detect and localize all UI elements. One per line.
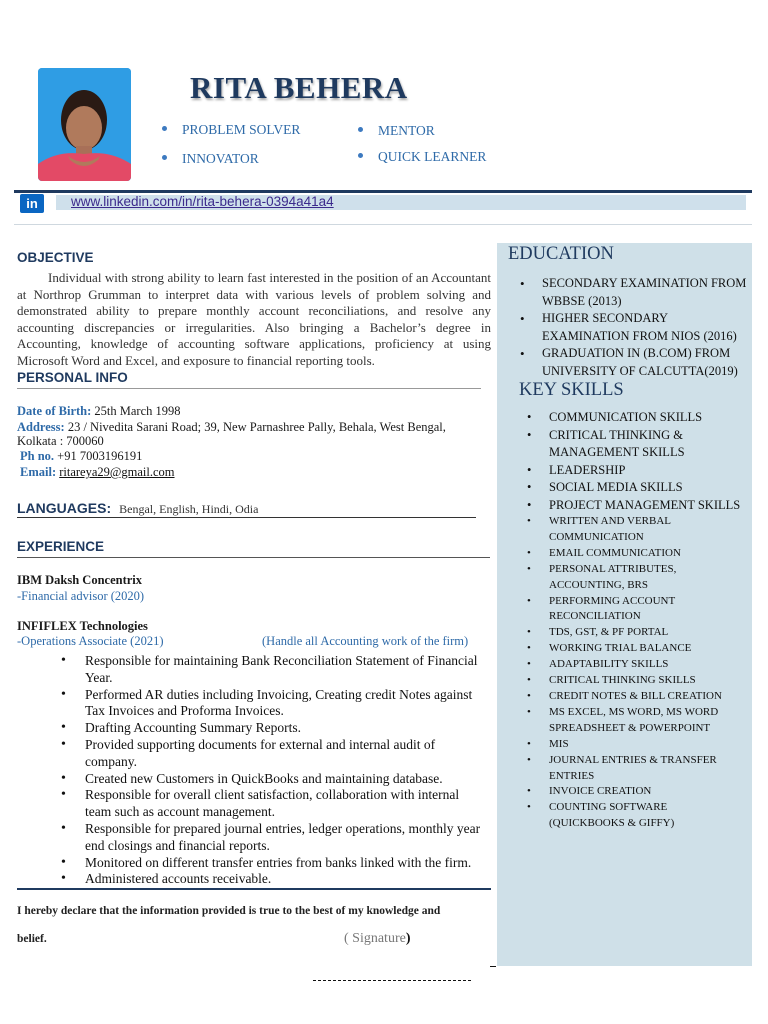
list-item: • Responsible for maintaining Bank Reconciliation Statement of Financial Year. [85,653,485,687]
list-item: • Administered accounts receivable. [85,871,485,888]
list-item: • GRADUATION IN (B.COM) FROM UNIVERSITY OF CALCUTTA(2019) [542,345,752,380]
phone-row [20,449,142,465]
job-role: -Financial advisor (2020) [17,589,145,603]
job-role: -Operations Associate (2021) [17,634,164,648]
linkedin-link[interactable]: www.linkedin.com/in/rita-behera-0394a41a4 [71,194,334,209]
phone-value: +91 7003196191 [57,449,143,463]
email-label: Email: [20,465,57,479]
list-item: • LEADERSHIP [549,462,744,480]
list-item: • Responsible for prepared journal entries, ledger operations, monthly year end closings and financial reports. [85,821,485,855]
trait-item: QUICK LEARNER [358,149,486,165]
bullet-icon [358,153,363,158]
list-item: • CRITICAL THINKING SKILLS [549,673,744,689]
list-item: • MIS [549,737,744,753]
job-company: INFIFLEX Technologies [17,619,148,633]
list-item: • Created new Customers in QuickBooks and maintaining database. [85,771,485,788]
list-item: • WORKING TRIAL BALANCE [549,641,744,657]
section-divider [14,224,752,225]
candidate-name: RITA BEHERA [190,70,408,105]
linkedin-icon[interactable]: in [20,194,44,213]
list-item: • TDS, GST, & PF PORTAL [549,625,744,641]
section-rule [17,388,481,389]
list-item: • Provided supporting documents for external and internal audit of company. [85,737,485,771]
list-item: • Monitored on different transfer entries from banks linked with the firm. [85,855,485,872]
list-item: • EMAIL COMMUNICATION [549,546,744,562]
section-rule [17,517,476,518]
dob-row [17,404,181,420]
list-item: • WRITTEN AND VERBAL COMMUNICATION [549,514,744,546]
trait-item: MENTOR [358,123,435,139]
header-divider [14,190,752,193]
list-item: • PERFORMING ACCOUNT RECONCILIATION [549,594,744,626]
bullet-icon [358,127,363,132]
profile-photo [38,68,131,181]
list-item: • INVOICE CREATION [549,784,744,800]
dob-value: 25th March 1998 [94,404,181,418]
languages-heading: LANGUAGES: [17,500,112,516]
profile-photo-image [38,68,131,181]
list-item: • SOCIAL MEDIA SKILLS [549,479,744,497]
address-value: 23 / Nivedita Sarani Road; 39, New Parnashree Pally, Behala, West Bengal, [67,420,446,434]
education-list [542,275,752,380]
objective-heading: OBJECTIVE [17,250,94,265]
bullet-icon [162,126,167,131]
list-item: • Performed AR duties including Invoicing, Creating credit Notes against Tax Invoices and Proforma Invoices. [85,687,485,721]
section-rule [17,888,491,890]
phone-label: Ph no. [20,449,55,463]
list-item: • CREDIT NOTES & BILL CREATION [549,689,744,705]
list-item: • PROJECT MANAGEMENT SKILLS [549,497,744,515]
list-item: • CRITICAL THINKING & MANAGEMENT SKILLS [549,427,744,462]
declaration-text-2: belief. [17,933,47,945]
trait-item: PROBLEM SOLVER [162,122,300,138]
list-item: • MS EXCEL, MS WORD, MS WORD SPREADSHEET & POWERPOINT [549,705,744,737]
list-item: • PERSONAL ATTRIBUTES, ACCOUNTING, BRS [549,562,744,594]
list-item: • JOURNAL ENTRIES & TRANSFER ENTRIES [549,753,744,785]
address-line-2: Kolkata : 700060 [17,434,104,448]
list-item: • SECONDARY EXAMINATION FROM WBBSE (2013) [542,275,752,310]
list-item: • HIGHER SECONDARY EXAMINATION FROM NIOS (2016) [542,310,752,345]
list-item: • Drafting Accounting Summary Reports. [85,720,485,737]
job-company: IBM Daksh Concentrix [17,573,143,587]
list-item: • Responsible for overall client satisfaction, collaboration with internal team such as account management. [85,787,485,821]
email-row [20,465,175,481]
experience-heading: EXPERIENCE [17,539,105,554]
address-label: Address: [17,420,65,434]
job-note: (Handle all Accounting work of the firm) [262,634,469,648]
trait-item: INNOVATOR [162,151,259,167]
personal-info-heading: PERSONAL INFO [17,370,128,385]
list-item: • COMMUNICATION SKILLS [549,409,744,427]
languages-value: Bengal, English, Hindi, Odia [119,502,259,516]
skills-list [549,409,744,832]
signature-label: ( Signature) [344,931,411,946]
section-rule [17,557,490,558]
declaration-text: I hereby declare that the information provided is true to the best of my knowledge and [17,905,441,917]
education-heading: EDUCATION [508,244,614,264]
list-item: • ADAPTABILITY SKILLS [549,657,744,673]
languages-row [17,500,258,518]
dash-mark [490,966,496,967]
responsibilities-list [85,653,485,888]
signature-line [313,980,471,981]
email-link[interactable]: ritareya29@gmail.com [59,465,175,479]
list-item: • COUNTING SOFTWARE (QUICKBOOKS & GIFFY) [549,800,744,832]
dob-label: Date of Birth: [17,404,92,418]
key-skills-heading: KEY SKILLS [519,380,624,400]
objective-text: Individual with strong ability to learn fast interested in the position of an Accountant at Northrop Grumman to interpret data with various levels of problem solving and demonstrated ability to prepare monthly account reconciliations, and resolve any accounting discrepancies or irregularities. Also bringing a Bachelor’s degree in Accounting, knowledge of accounting software applications, proficiency at using Microsoft Word and Excel, and exposure to financial reporting tools. [17,270,491,368]
bullet-icon [162,155,167,160]
